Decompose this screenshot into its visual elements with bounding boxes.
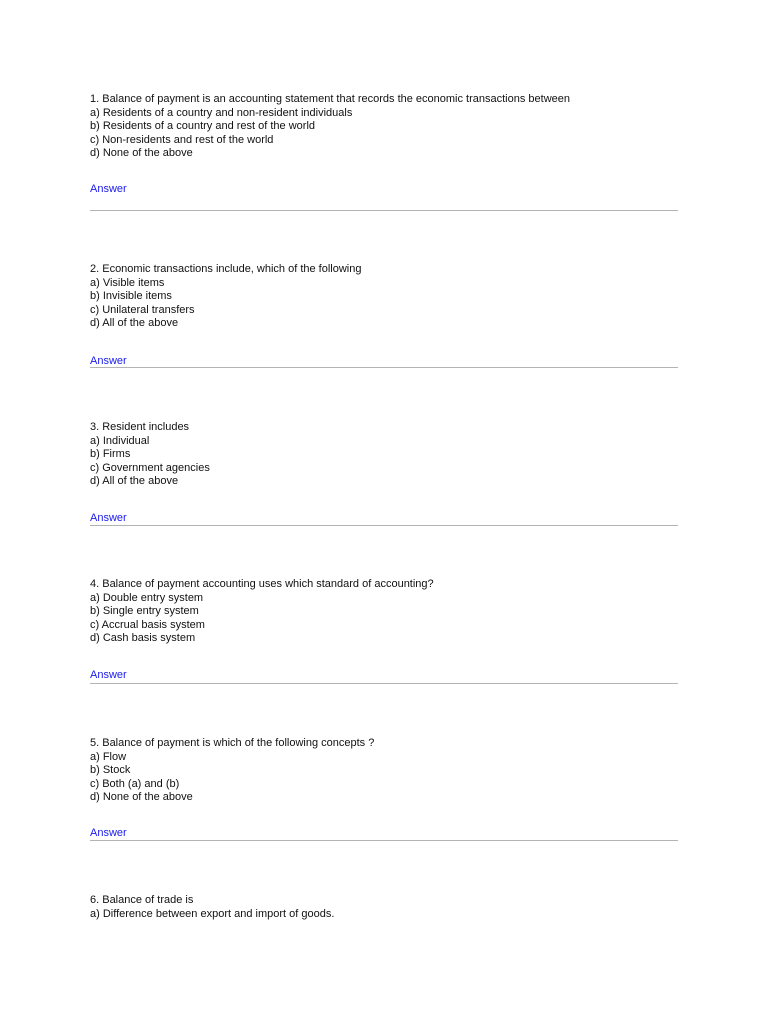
- question-text: 6. Balance of trade is: [90, 894, 194, 906]
- option-b: b) Firms: [90, 448, 131, 460]
- question-text: 5. Balance of payment is which of the following concepts ?: [90, 737, 375, 749]
- answer-link[interactable]: Answer: [90, 355, 127, 367]
- question-block: [90, 93, 678, 161]
- option-a: a) Double entry system: [90, 591, 204, 604]
- divider: [90, 525, 678, 526]
- question-text: 1. Balance of payment is an accounting statement that records the economic transactions between: [90, 93, 570, 105]
- question-text: 4. Balance of payment accounting uses which standard of accounting?: [90, 578, 434, 590]
- option-b: b) Invisible items: [90, 290, 172, 302]
- answer-link[interactable]: Answer: [90, 827, 127, 839]
- option-d: d) None of the above: [90, 791, 193, 803]
- divider: [90, 210, 678, 211]
- option-b: b) Single entry system: [90, 605, 199, 617]
- option-c: c) Government agencies: [90, 461, 210, 474]
- question-block: [90, 263, 678, 331]
- option-c: c) Accrual basis system: [90, 618, 205, 631]
- option-c: c) Non-residents and rest of the world: [90, 133, 274, 146]
- question-block: [90, 894, 678, 921]
- question-block: [90, 578, 678, 646]
- option-c: c) Unilateral transfers: [90, 303, 195, 316]
- option-d: d) Cash basis system: [90, 632, 196, 644]
- option-b: b) Stock: [90, 764, 131, 776]
- question-text: 2. Economic transactions include, which of the following: [90, 263, 362, 275]
- divider: [90, 840, 678, 841]
- option-a: a) Visible items: [90, 276, 165, 289]
- question-block: [90, 737, 678, 805]
- answer-link[interactable]: Answer: [90, 669, 127, 681]
- answer-link[interactable]: Answer: [90, 512, 127, 524]
- option-a: a) Individual: [90, 434, 150, 447]
- option-d: d) All of the above: [90, 475, 179, 487]
- question-text: 3. Resident includes: [90, 421, 190, 433]
- divider: [90, 367, 678, 368]
- option-d: d) All of the above: [90, 317, 179, 329]
- answer-link[interactable]: Answer: [90, 183, 127, 195]
- question-block: [90, 421, 678, 489]
- option-b: b) Residents of a country and rest of the world: [90, 120, 316, 132]
- option-a: a) Flow: [90, 750, 127, 763]
- option-c: c) Both (a) and (b): [90, 777, 180, 790]
- option-d: d) None of the above: [90, 147, 193, 159]
- option-a: a) Residents of a country and non-resident individuals: [90, 106, 353, 119]
- divider: [90, 683, 678, 684]
- option-a: a) Difference between export and import of goods.: [90, 907, 335, 920]
